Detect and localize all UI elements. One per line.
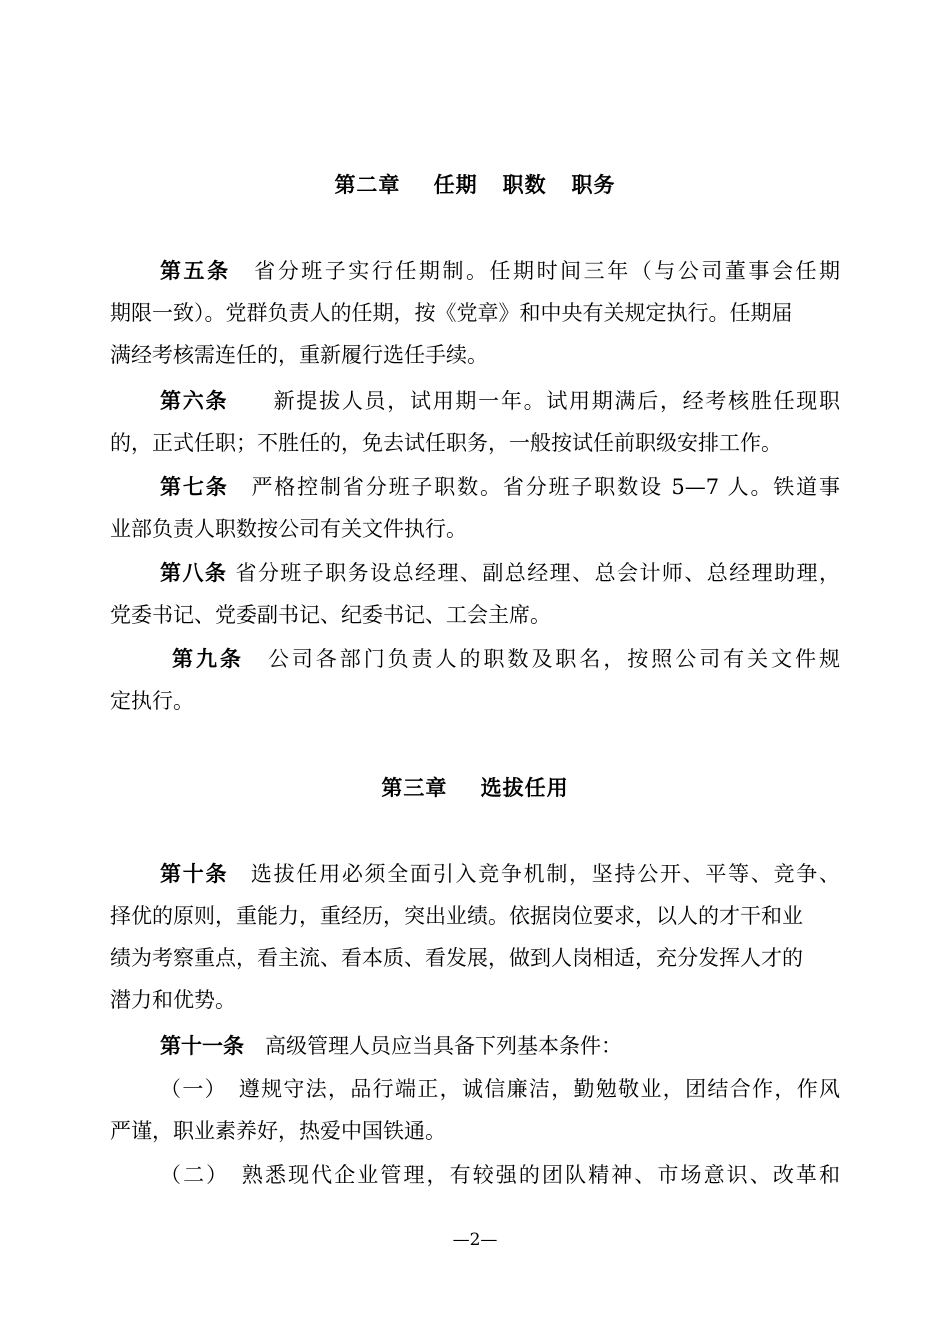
article-5-label: 第五条 bbox=[160, 259, 231, 283]
item-1-line-1 bbox=[110, 1068, 840, 1110]
article-5-line-2: 期限一致）。党群负责人的任期，按《党章》和中央有关规定执行。任期届 bbox=[110, 301, 793, 325]
article-5 bbox=[110, 250, 840, 376]
item-2 bbox=[110, 1154, 840, 1196]
article-9-label: 第九条 bbox=[172, 647, 244, 671]
article-10-label: 第十条 bbox=[160, 862, 229, 886]
article-11-text-1: 高级管理人员应当具备下列基本条件： bbox=[265, 1034, 622, 1058]
chapter-2-heading: 第二章 任期 职数 职务 bbox=[334, 173, 616, 197]
item-1-line-2: 严谨，职业素养好，热爱中国铁通。 bbox=[110, 1119, 446, 1143]
item-2-text-1: 熟悉现代企业管理，有较强的团队精神、市场意识、改革和 bbox=[241, 1163, 841, 1187]
article-6-label: 第六条 bbox=[160, 389, 229, 413]
article-10-line-4: 潜力和优势。 bbox=[110, 988, 236, 1012]
article-8-line-1 bbox=[110, 552, 840, 594]
article-5-line-1 bbox=[110, 250, 840, 292]
article-11 bbox=[110, 1025, 840, 1067]
article-10-line-1 bbox=[110, 853, 840, 895]
article-10-text-1: 选拔任用必须全面引入竞争机制，坚持公开、平等、竞争、 bbox=[250, 862, 841, 886]
article-7-label: 第七条 bbox=[160, 475, 229, 499]
article-11-line-1 bbox=[110, 1025, 840, 1067]
article-8-label: 第八条 bbox=[160, 561, 228, 585]
article-9-line-1 bbox=[110, 638, 840, 680]
article-11-label: 第十一条 bbox=[160, 1034, 244, 1058]
article-7-text-1: 严格控制省分班子职数。省分班子职数设 5—7 人。铁道事 bbox=[251, 475, 841, 499]
article-6-line-2: 的，正式任职；不胜任的，免去试任职务，一般按试任前职级安排工作。 bbox=[110, 431, 782, 455]
item-1-text-1: 遵规守法，品行端正，诚信廉洁，勤勉敬业，团结合作，作风 bbox=[238, 1077, 841, 1101]
article-8 bbox=[110, 552, 840, 636]
article-9 bbox=[110, 638, 840, 722]
article-7-line-1 bbox=[110, 466, 840, 508]
article-5-text-1: 省分班子实行任期制。任期时间三年（与公司董事会任期 bbox=[254, 259, 841, 283]
article-9-text-1: 公司各部门负责人的职数及职名，按照公司有关文件规 bbox=[267, 647, 841, 671]
article-9-line-2: 定执行。 bbox=[110, 689, 194, 713]
article-7-line-2: 业部负责人职数按公司有关文件执行。 bbox=[110, 517, 467, 541]
item-2-line-1 bbox=[110, 1154, 840, 1196]
article-6 bbox=[110, 380, 840, 464]
article-6-text-1: 新提拔人员，试用期一年。试用期满后，经考核胜任现职 bbox=[273, 389, 841, 413]
article-10-line-2: 择优的原则，重能力，重经历，突出业绩。依据岗位要求，以人的才干和业 bbox=[110, 904, 803, 928]
article-6-line-1 bbox=[110, 380, 840, 422]
chapter-3-heading: 第三章 选拔任用 bbox=[381, 776, 569, 800]
article-7 bbox=[110, 466, 840, 550]
item-1 bbox=[110, 1068, 840, 1152]
article-8-line-2: 党委书记、党委副书记、纪委书记、工会主席。 bbox=[110, 603, 551, 627]
article-5-line-3: 满经考核需连任的，重新履行选任手续。 bbox=[110, 343, 488, 367]
page-number: —2— bbox=[452, 1230, 498, 1250]
item-2-label: （二） bbox=[160, 1163, 219, 1187]
item-1-label: （一） bbox=[160, 1077, 217, 1101]
article-8-text-1: 省分班子职务设总经理、副总经理、总会计师、总经理助理， bbox=[235, 561, 841, 585]
article-10-line-3: 绩为考察重点，看主流、看本质、看发展，做到人岗相适，充分发挥人才的 bbox=[110, 946, 803, 970]
article-10 bbox=[110, 853, 840, 1021]
